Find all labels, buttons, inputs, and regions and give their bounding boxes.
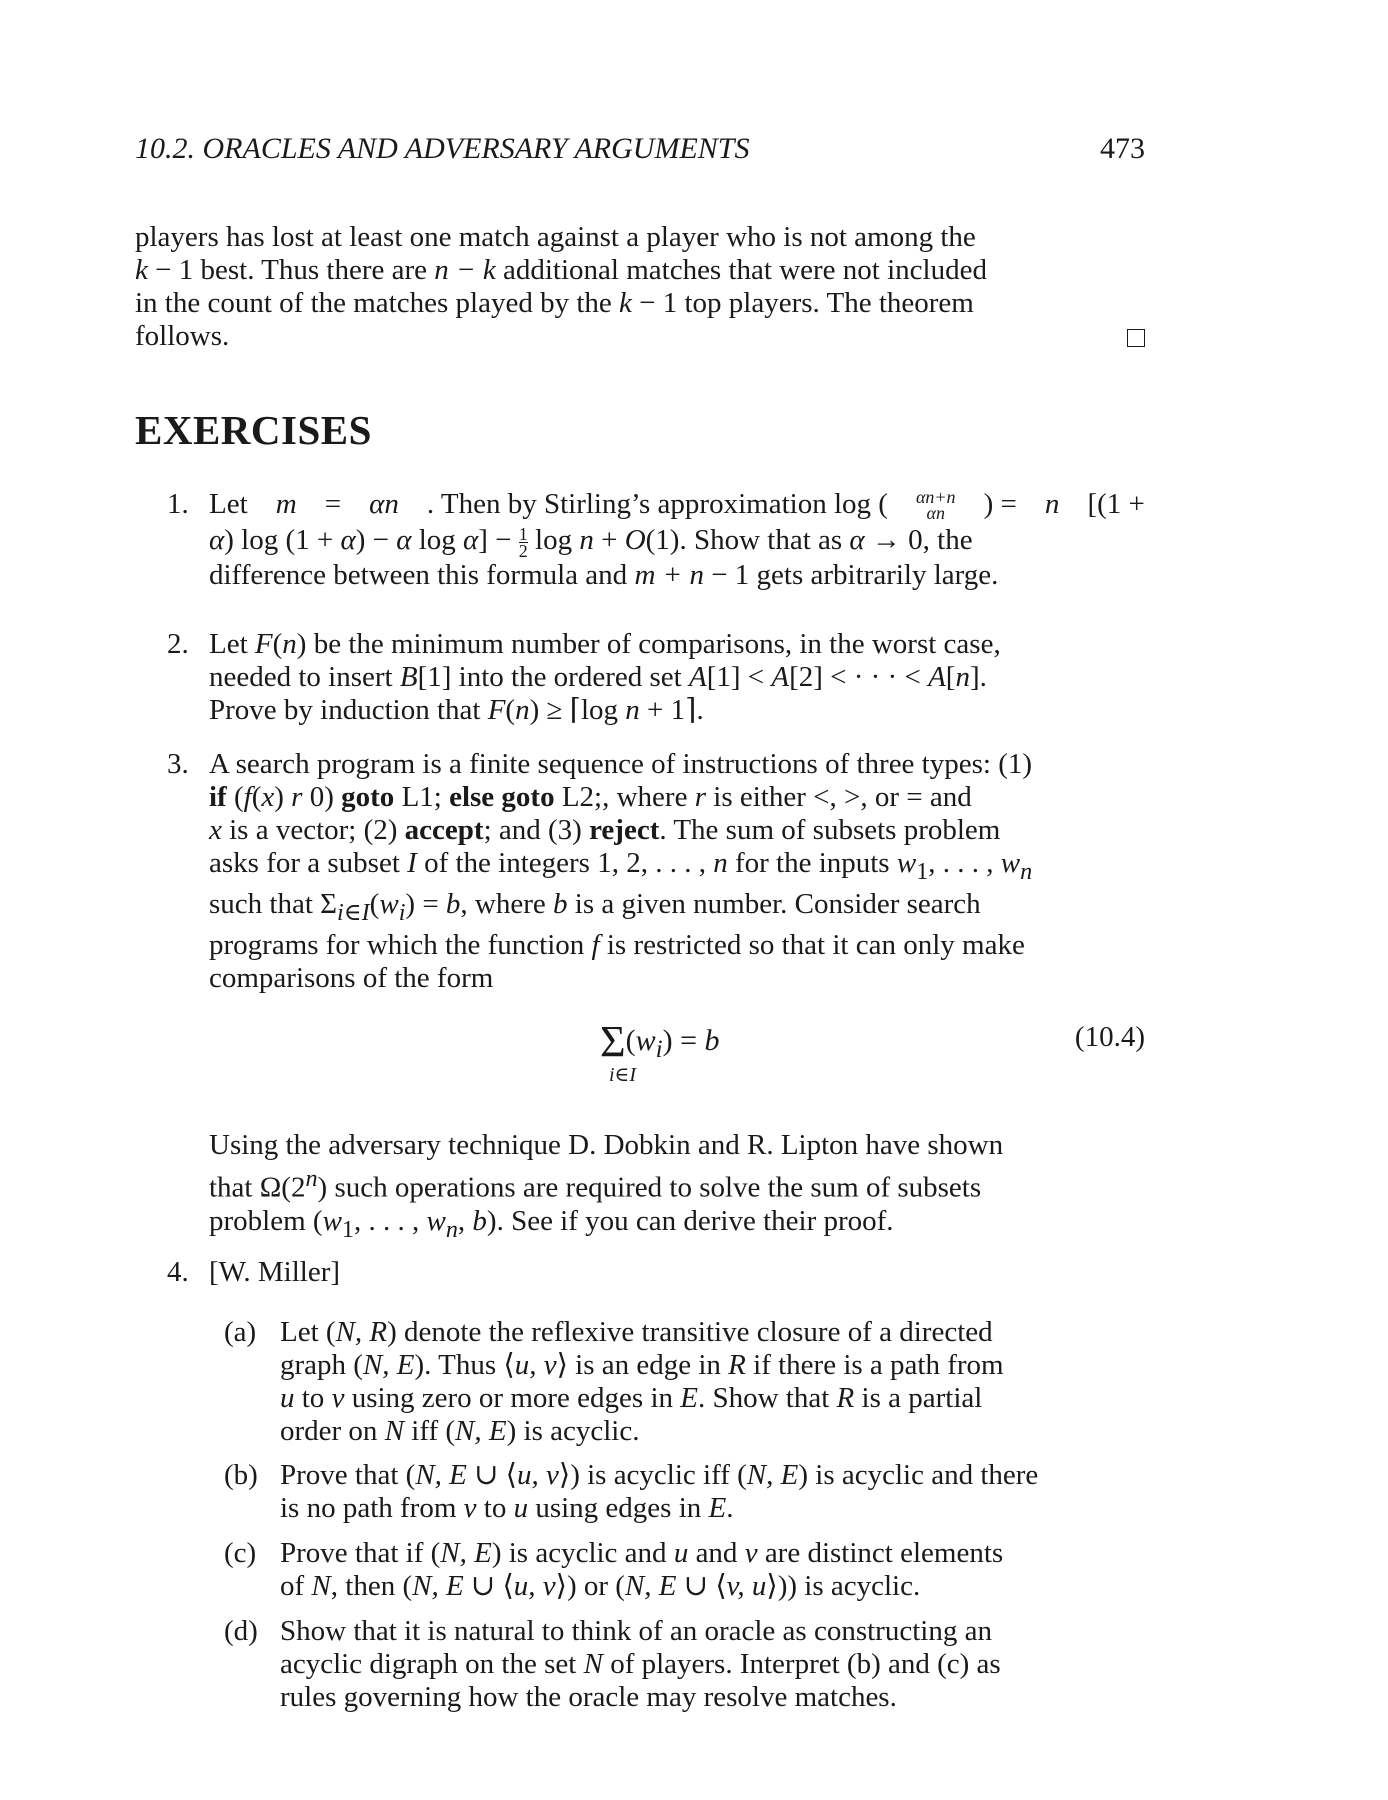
intro-paragraph: players has lost at least one match against a player who is not among the k − 1 best. Thus there are n − k additional matches that were not included in the count of the matches played by the k − 1 top players. The theorem follows.	[135, 221, 1145, 353]
exercise-4: 4. [W. Miller]	[167, 1256, 341, 1288]
binomial: αn+n αn	[915, 486, 956, 523]
fraction-half: $\frac{1}{2}$	[518, 523, 528, 561]
exercises-heading: EXERCISES	[135, 407, 372, 453]
exercise-4d: (d) Show that it is natural to think of an oracle as constructing an acyclic digraph on the set N of players. Interpret (b) and (c) as rules governing how the oracle may resolve matches.	[224, 1615, 1001, 1713]
qed-box-icon	[1127, 329, 1145, 347]
page-number: 473	[1100, 132, 1145, 165]
exercise-4c: (c) Prove that if (N, E) is acyclic and u and v are distinct elements of N, then (N, E ∪ ⟨u, v⟩) or (N, E ∪ ⟨v, u⟩)) is acyclic.	[224, 1537, 1004, 1602]
exercise-3-continued: Using the adversary technique D. Dobkin and R. Lipton have shown that Ω(2$^n$) such operations are required to solve the sum of subsets problem ($w_1$, . . . , $w_n$, b). See if you can derive their proof.	[209, 1129, 1004, 1243]
exercise-3: 3. A search program is a finite sequence of instructions of three types: (1) if (f(x) r 0) goto L1; else goto L2;, where r is either <, >, or = and x is a vector; (2) accept; and (3) reject. The sum of subsets problem asks for a subset I of the integers 1, 2, . . . , n for the inputs $w_1$, . . . , $w_n$ such that $\Sigma_{i\in I}(w_i) = b$, where b is a given number. Consider search programs for which the function f is restricted so that it can only make comparisons of the form	[167, 748, 1033, 994]
section-title: 10.2. ORACLES AND ADVERSARY ARGUMENTS	[135, 132, 750, 165]
equation-10-4: $\Sigma(w_i) = b$ i∈I (10.4)	[600, 1017, 1145, 1086]
exercise-4b: (b) Prove that (N, E ∪ ⟨u, v⟩) is acyclic iff (N, E) is acyclic and there is no path from v to u using edges in E.	[224, 1459, 1039, 1524]
equation-number: (10.4)	[1074, 1021, 1145, 1053]
exercise-2: 2. Let F(n) be the minimum number of comparisons, in the worst case, needed to insert B[1] into the ordered set A[1] < A[2] < · · · < A[n]. Prove by induction that F(n) ≥ ⌈log n + 1⌉.	[167, 628, 1001, 726]
exercise-1: 1. Let m = αn . Then by Stirling’s approximation log ( αn+n αn ) = n [(1 + α) log (1 + α) − α log α] − $\frac{1}{2}$ log n + O(1). Show that as α → 0, the difference between this formula and m + n − 1 gets arbitrarily large.	[167, 486, 1145, 591]
running-header	[135, 132, 1145, 166]
exercise-4a: (a) Let (N, R) denote the reflexive transitive closure of a directed graph (N, E). Thus ⟨u, v⟩ is an edge in R if there is a path from u to v using zero or more edges in E. Show that R is a partial order on N iff (N, E) is acyclic.	[224, 1316, 1004, 1447]
